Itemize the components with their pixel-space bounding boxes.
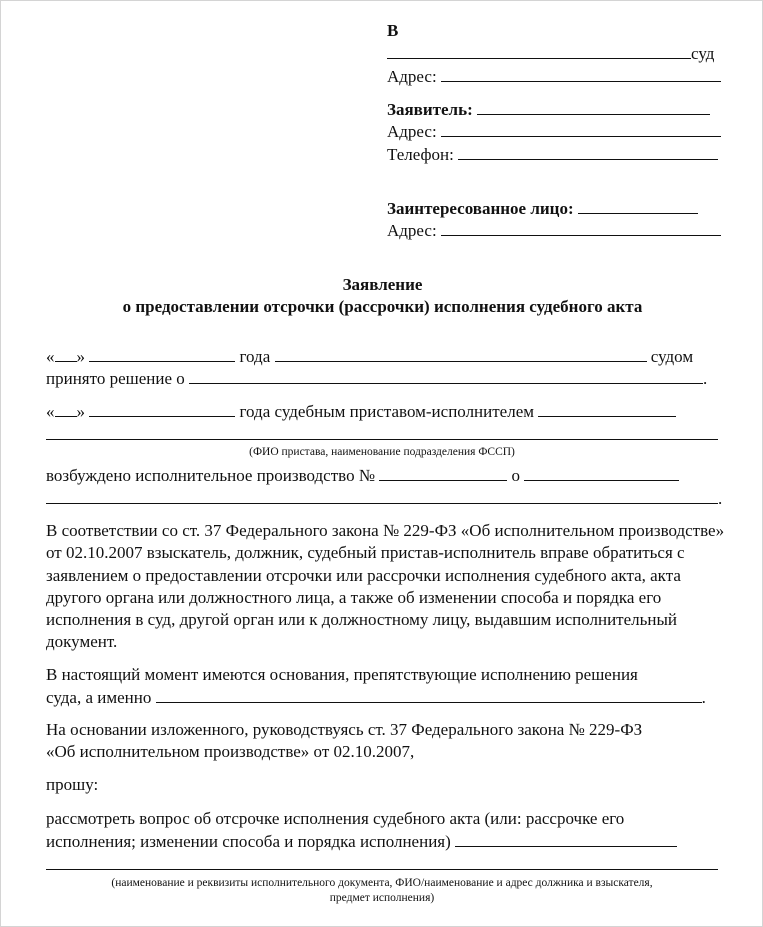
interested-address-label: Адрес: — [387, 221, 437, 240]
court-name-field[interactable] — [387, 43, 691, 59]
to-label: В — [387, 21, 399, 40]
document-subtitle: о предоставлении отсрочки (рассрочки) исполнения судебного акта — [122, 297, 643, 316]
applicant-line — [387, 99, 710, 120]
basis-line-2: «Об исполнительном производстве» от 02.10.2007, — [46, 742, 415, 761]
bailiff-day-field[interactable] — [55, 401, 77, 417]
court-line — [387, 43, 714, 64]
request-text: исполнения; изменении способа и порядка исполнения) — [46, 832, 451, 851]
quote-close: » — [76, 347, 85, 366]
request-details-continued-field[interactable] — [46, 854, 718, 870]
court-address-label: Адрес: — [387, 67, 437, 86]
bailiff-name-line — [46, 424, 718, 445]
grounds-line-2 — [46, 687, 706, 708]
proceeding-subject-continued-field[interactable] — [46, 488, 718, 504]
bailiff-name-field[interactable] — [538, 401, 676, 417]
proceeding-number-field[interactable] — [379, 465, 507, 481]
court-name-inline-field[interactable] — [275, 346, 647, 362]
bailiff-name-continued-field[interactable] — [46, 424, 718, 440]
proceeding-subject-field[interactable] — [524, 465, 679, 481]
court-suffix: суд — [691, 44, 715, 63]
phone-field[interactable] — [458, 144, 718, 160]
phone-line — [387, 144, 718, 165]
phone-label: Телефон: — [387, 145, 454, 164]
interested-line — [387, 198, 698, 219]
applicant-label: Заявитель: — [387, 100, 473, 119]
decision-field[interactable] — [189, 368, 703, 384]
bailiff-month-year-field[interactable] — [89, 401, 235, 417]
request-details-field[interactable] — [455, 831, 677, 847]
request-continued-line — [46, 854, 718, 875]
court-word: судом — [650, 347, 694, 366]
applicant-address-line — [387, 121, 721, 142]
grounds-prefix: суда, а именно — [46, 688, 152, 707]
request-line-2 — [46, 831, 677, 852]
quote-close: » — [76, 402, 85, 421]
decision-date-line — [46, 346, 693, 367]
court-address-line — [387, 66, 721, 87]
applicant-field[interactable] — [477, 99, 710, 115]
year-word: года — [239, 347, 271, 366]
decision-month-year-field[interactable] — [89, 346, 235, 362]
grounds-field[interactable] — [156, 687, 702, 703]
bailiff-date-line — [46, 401, 676, 422]
proceeding-continued-line — [46, 488, 722, 509]
document-title: Заявление — [342, 275, 423, 294]
applicant-address-field[interactable] — [441, 121, 721, 137]
basis-line-1: На основании изложенного, руководствуясь ст. 37 Федерального закона № 229-ФЗ — [46, 720, 643, 739]
quote-open: « — [46, 402, 55, 421]
request-word: прошу: — [46, 775, 99, 794]
final-caption-line-1: (наименование и реквизиты исполнительного документа, ФИО/наименование и адрес должника и взыскателя, — [111, 877, 653, 889]
legal-basis-paragraph: В соответствии со ст. 37 Федерального закона № 229-ФЗ «Об исполнительном производстве» от 02.10.2007 взыскатель, должник, судебный пристав-исполнитель вправе обратиться с заявлением о предоставлении отсрочки или рассрочки исполнения судебного акта, акта другого органа или должностного лица, а также об изменении способа и порядка его исполнения в суд, другой орган или к должностному лицу, выдавшим исполнительный документ. — [46, 521, 725, 652]
quote-open: « — [46, 347, 55, 366]
interested-field[interactable] — [578, 198, 698, 214]
interested-address-field[interactable] — [441, 220, 721, 236]
decision-line — [46, 368, 707, 389]
proceeding-about: о — [511, 466, 521, 485]
decision-day-field[interactable] — [55, 346, 77, 362]
bailiff-text: года судебным приставом-исполнителем — [239, 402, 535, 421]
interested-address-line — [387, 220, 721, 241]
decision-prefix: принято решение о — [46, 369, 185, 388]
interested-label: Заинтересованное лицо: — [387, 199, 574, 218]
applicant-address-label: Адрес: — [387, 122, 437, 141]
period: . — [701, 688, 706, 707]
period: . — [703, 369, 708, 388]
final-caption-line-2: предмет исполнения) — [329, 892, 435, 904]
period: . — [718, 489, 723, 508]
proceeding-text: возбуждено исполнительное производство № — [46, 466, 376, 485]
court-address-field[interactable] — [441, 66, 721, 82]
proceeding-line — [46, 465, 679, 486]
request-line-1: рассмотреть вопрос об отсрочке исполнения судебного акта (или: рассрочке его — [46, 809, 625, 828]
grounds-line-1: В настоящий момент имеются основания, препятствующие исполнению решения — [46, 665, 638, 684]
bailiff-caption: (ФИО пристава, наименование подразделения ФССП) — [249, 446, 515, 458]
